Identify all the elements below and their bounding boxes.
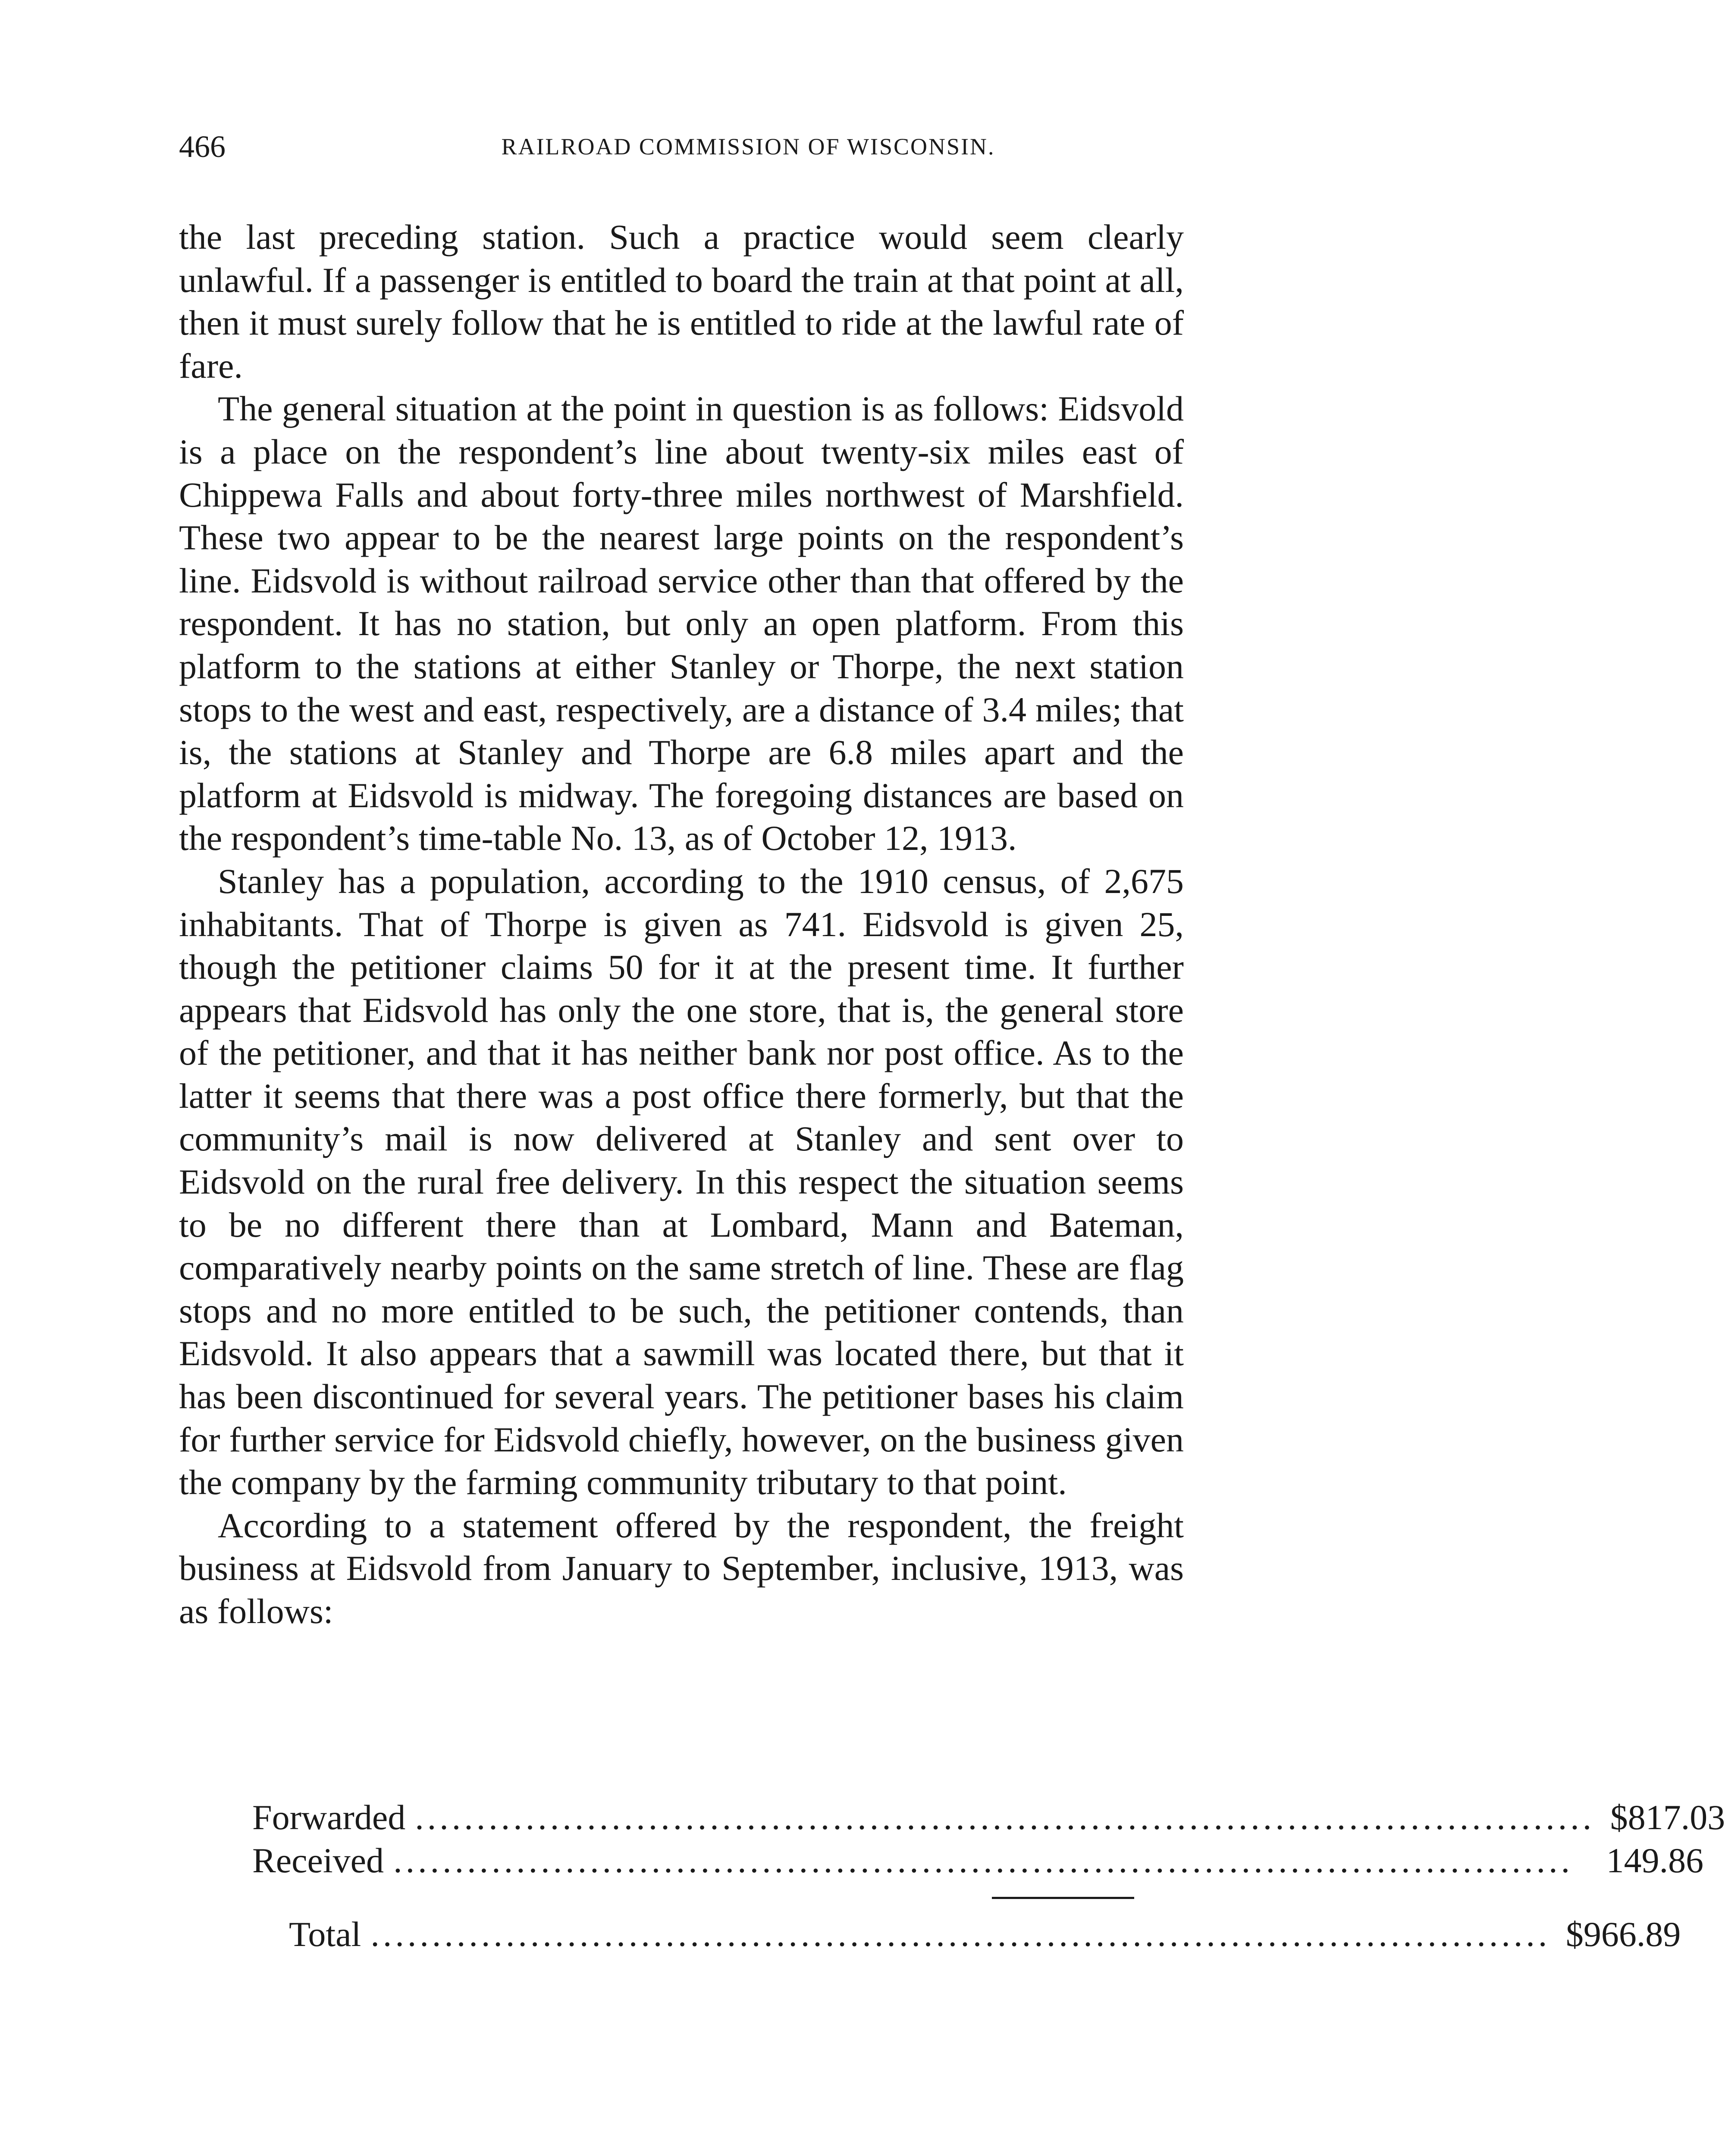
ledger-total-amount: $966.89	[1565, 1915, 1681, 1954]
ledger-amount: $817.03	[1610, 1798, 1725, 1837]
ledger-label: Forwarded	[252, 1798, 406, 1837]
paragraph-population: Stanley has a population, according to the 1910 census, of 2,675 inhabitants. That of Thorpe is given as 741. Eidsvold is given 25, though the petitioner claims 50 for it at the present time. It further appears that Eidsvold has only the one store, that is, the general store of the petitioner, and that it has neither bank nor post office. As to the latter it seems that there was a post office there formerly, but that the community’s mail is now delivered at Stanley and sent over to Eidsvold on the rural free delivery. In this respect the situation seems to be no different there than at Lombard, Mann and Bateman, comparatively nearby points on the same stretch of line. These are flag stops and no more entitled to be such, the petitioner contends, than Eidsvold. It also appears that a sawmill was located there, but that it has been discontinued for several years. The petitioner bases his claim for further service for Eidsvold chiefly, however, on the business given the company by the farming community tributary to that point.	[179, 861, 1184, 1502]
page-number: 466	[179, 129, 226, 164]
ledger-row-forwarded	[252, 1796, 1725, 1839]
dot-leader: ................................................................................................	[393, 1841, 1574, 1880]
body-text	[179, 216, 1184, 1633]
ledger-amount: 149.86	[1606, 1841, 1704, 1880]
page-header	[179, 123, 1184, 170]
running-head: RAILROAD COMMISSION OF WISCONSIN.	[501, 134, 995, 160]
dot-leader: ................................................................................................	[370, 1915, 1551, 1954]
paragraph-general-situation: The general situation at the point in question is as follows: Eidsvold is a place on the respondent’s line about twenty-six miles east of Chippewa Falls and about forty-three miles northwest of Marshfield. These two appear to be the nearest large points on the respondent’s line. Eidsvold is without railroad service other than that offered by the respondent. It has no station, but only an open platform. From this platform to the stations at either Stanley or Thorpe, the next station stops to the west and east, respectively, are a distance of 3.4 miles; that is, the stations at Stanley and Thorpe are 6.8 miles apart and the platform at Eidsvold is midway. The foregoing distances are based on the respondent’s time-table No. 13, as of October 12, 1913.	[179, 389, 1184, 858]
freight-ledger	[252, 1796, 1725, 1956]
ledger-row-total	[252, 1913, 1681, 1956]
paragraph-freight-statement: According to a statement offered by the respondent, the freight business at Eidsvold from January to September, inclusive, 1913, was as follows:	[179, 1505, 1184, 1631]
paragraph-continued: the last preceding station. Such a practice would seem clearly unlawful. If a passenger is entitled to board the train at that point at all, then it must surely follow that he is entitled to ride at the lawful rate of fare.	[179, 217, 1184, 385]
dot-leader: ................................................................................................	[415, 1798, 1595, 1837]
sum-rule	[992, 1897, 1134, 1899]
ledger-label: Received	[252, 1841, 384, 1880]
ledger-row-received	[252, 1839, 1704, 1882]
ledger-total-label: Total	[289, 1915, 361, 1954]
